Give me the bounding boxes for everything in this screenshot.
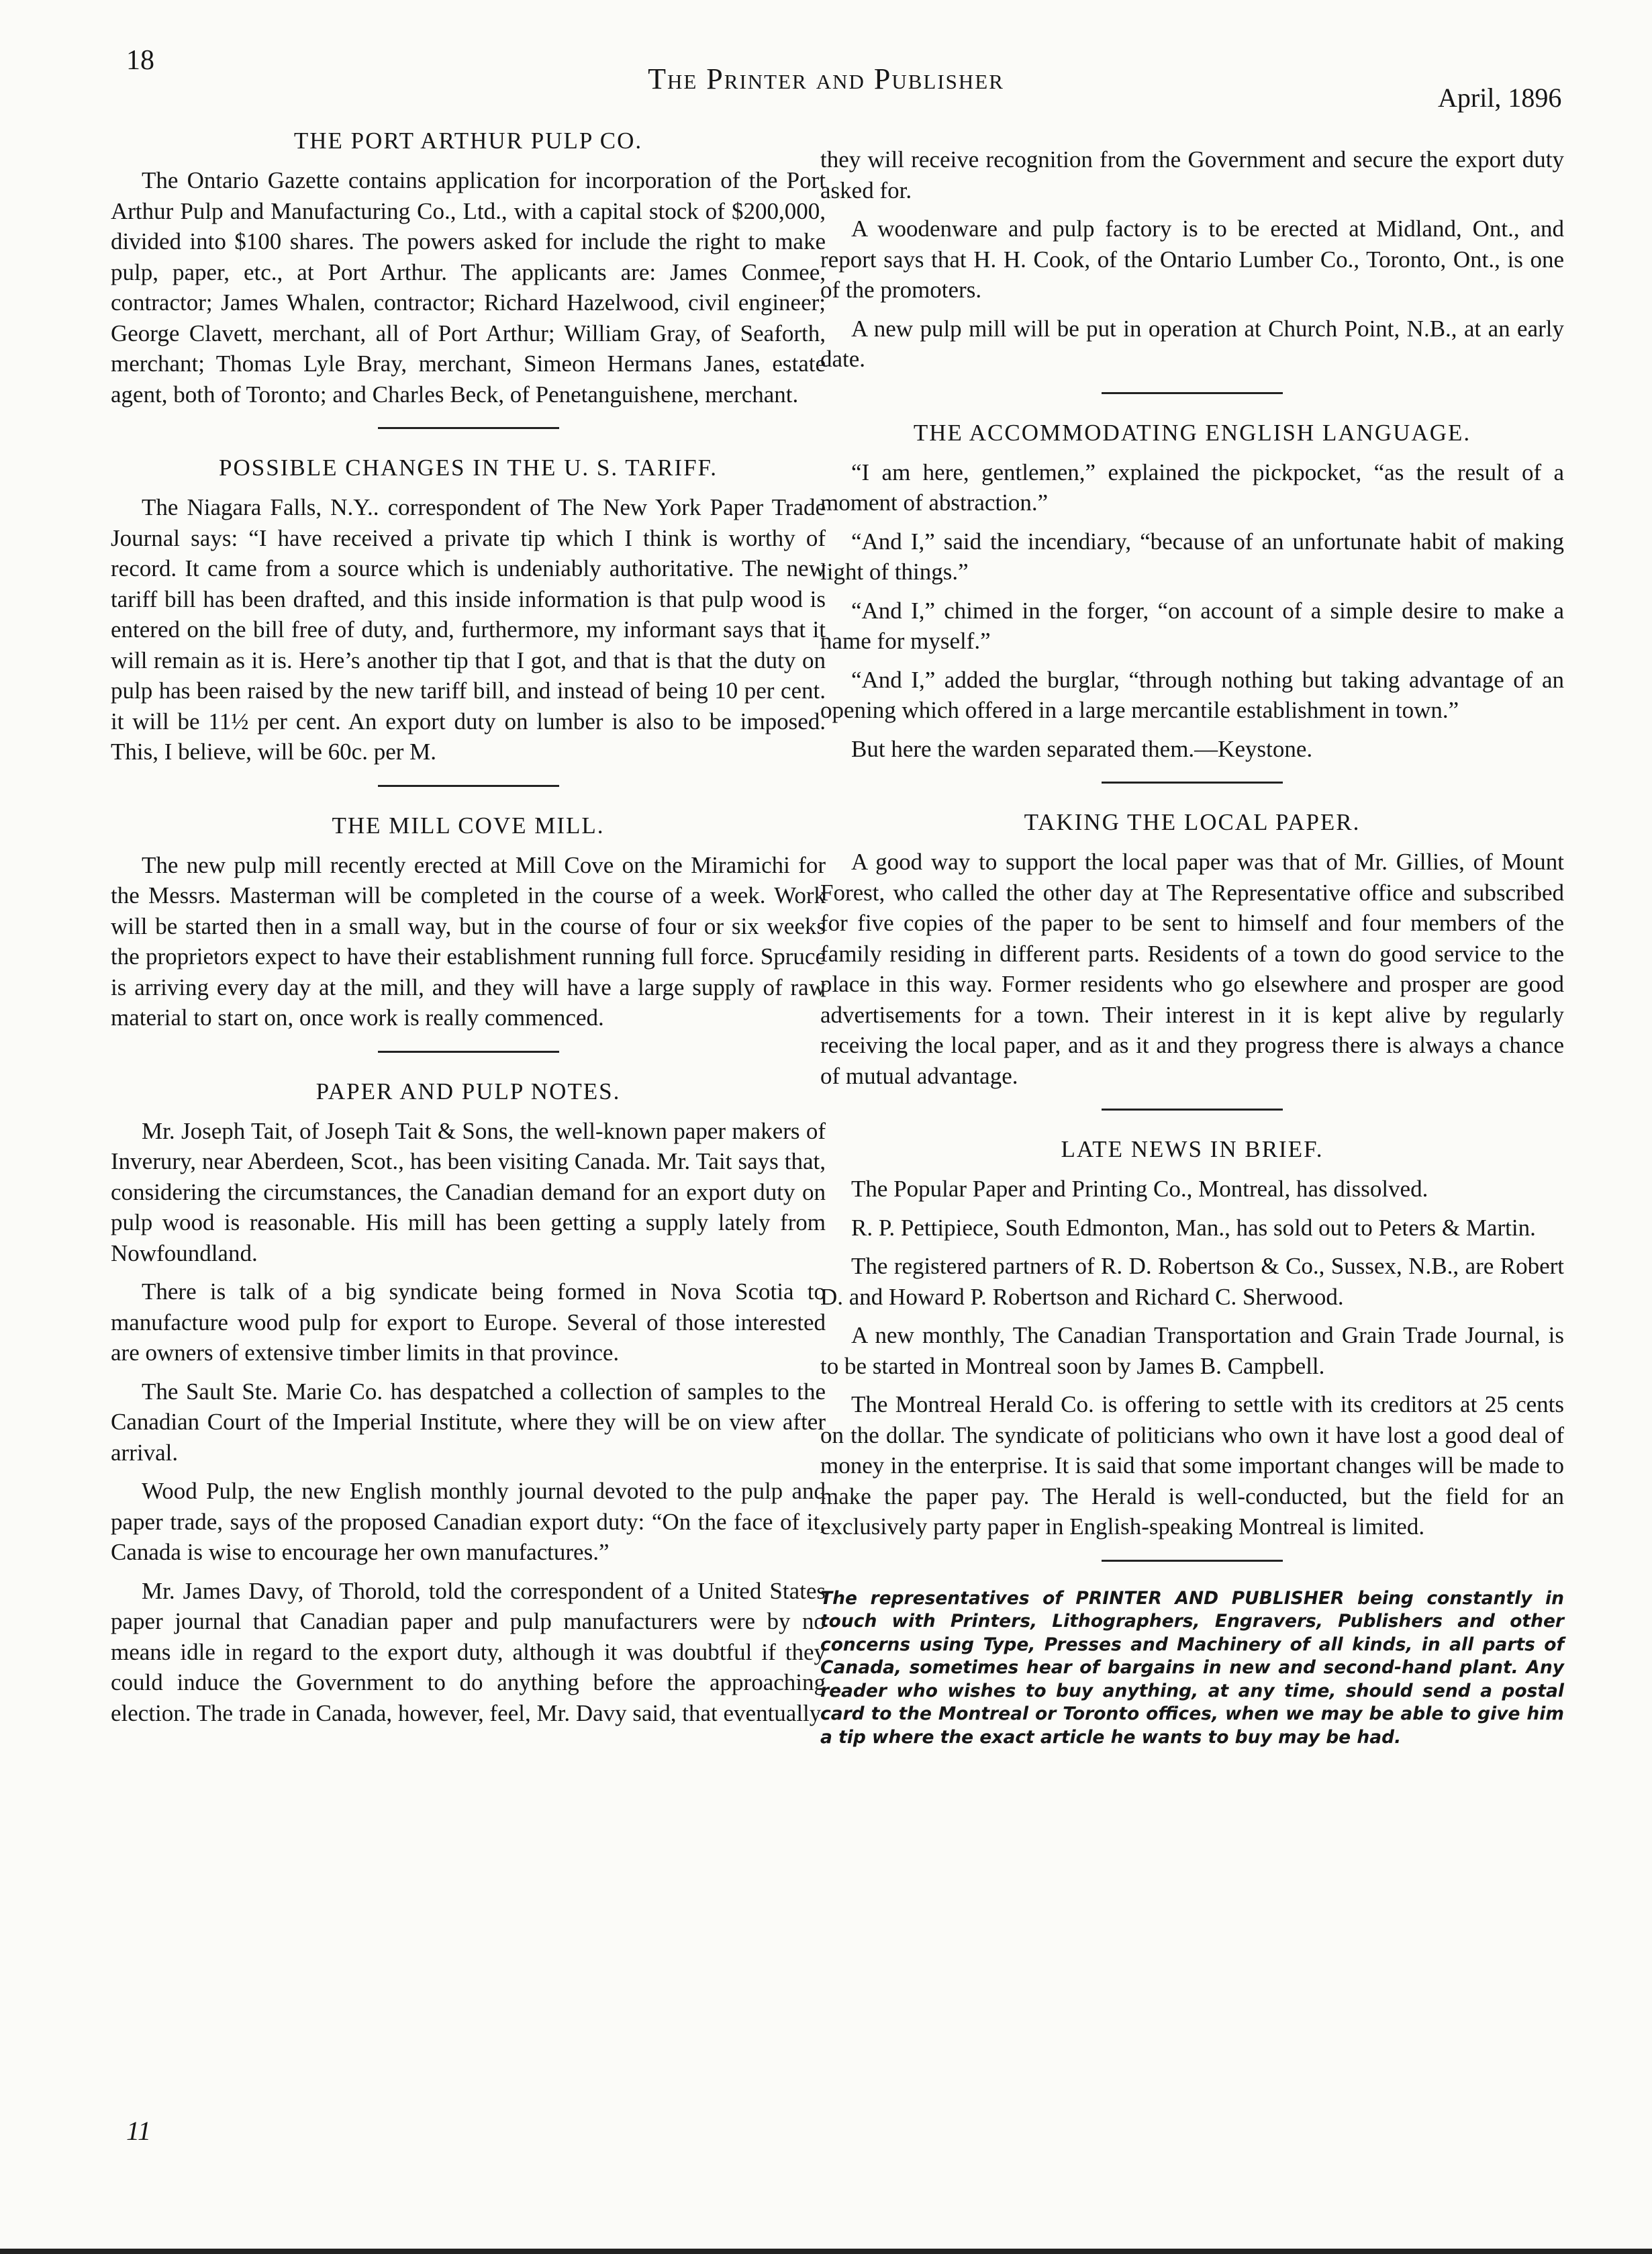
paragraph: A new pulp mill will be put in operation at Church Point, N.B., at an early date. <box>820 315 1564 372</box>
issue-date: April, 1896 <box>1438 83 1562 113</box>
article-tariff <box>111 455 826 767</box>
paragraph: The Popular Paper and Printing Co., Montreal, has dissolved. <box>851 1176 1428 1202</box>
publisher-notice: The representatives of PRINTER AND PUBLISHER being constantly in touch with Printers, Lithographers, Engravers, Publishers and other concerns using Type, Presses and Machinery of all kinds, in all parts of Canada, sometimes hear of bargains in new and second-hand plant. Any reader who wishes to buy anything, at any time, should send a postal card to the Montreal or Toronto offices, when we may be able to give him a tip where the exact article he wants to buy may be had. <box>820 1587 1564 1748</box>
page-number: 18 <box>126 45 154 76</box>
divider-rule <box>378 785 559 787</box>
paragraph: “And I,” said the incendiary, “because of an unfortunate habit of making light of things.” <box>820 528 1564 585</box>
paragraph: Mr. Joseph Tait, of Joseph Tait & Sons, the well-known paper makers of Inverury, near Aberdeen, Scot., has been visiting Canada. Mr. Tait says that, considering the circumstances, the Canadian demand for an export duty on pulp wood is reasonable. His mill has been getting a supply lately from Nowfoundland. <box>111 1117 826 1266</box>
paragraph: The registered partners of R. D. Robertson & Co., Sussex, N.B., are Robert D. and Howard P. Robertson and Richard C. Sherwood. <box>820 1253 1564 1310</box>
headline: THE PORT ARTHUR PULP CO. <box>293 128 643 154</box>
article-port-arthur <box>111 128 826 410</box>
masthead: The Printer and Publisher <box>648 62 1004 95</box>
paragraph: The Niagara Falls, N.Y.. correspondent of The New York Paper Trade Journal says: “I have received a private tip which I think is worthy of record. It came from a source which is undeniably authoritative. The new tariff bill has been drafted, and this inside information is that pulp wood is entered on the bill free of duty, and, furthermore, my informant says that it will remain as it is. Here’s another tip that I got, and that is that the duty on pulp has been raised by the new tariff bill, and instead of being 10 per cent. it will be 11½ per cent. An export duty on lumber is also to be imposed. This, I believe, will be 60c. per M. <box>111 494 826 765</box>
paragraph: A new monthly, The Canadian Transportation and Grain Trade Journal, is to be started in Montreal soon by James B. Campbell. <box>820 1322 1564 1379</box>
paragraph: “And I,” chimed in the forger, “on account of a simple desire to make a name for myself.” <box>820 597 1564 654</box>
headline: THE ACCOMMODATING ENGLISH LANGUAGE. <box>913 419 1471 446</box>
article-late-news <box>820 1136 1564 1542</box>
headline: THE MILL COVE MILL. <box>332 812 605 839</box>
divider-rule <box>1102 392 1283 394</box>
paragraph: The Sault Ste. Marie Co. has despatched a collection of samples to the Canadian Court of the Imperial Institute, where they will be on view after arrival. <box>111 1378 826 1466</box>
headline: TAKING THE LOCAL PAPER. <box>1024 809 1361 835</box>
paragraph: Wood Pulp, the new English monthly journal devoted to the pulp and paper trade, says of the proposed Canadian export duty: “On the face of it, Canada is wise to encourage her own manufactures.” <box>111 1478 826 1565</box>
paragraph: “I am here, gentlemen,” explained the pickpocket, “as the result of a moment of abstraction.” <box>820 459 1564 516</box>
left-column <box>111 128 826 1728</box>
paragraph: The Ontario Gazette contains application for incorporation of the Port Arthur Pulp and Manufacturing Co., Ltd., with a capital stock of $200,000, divided into $100 shares. The powers asked for include the right to make pulp, paper, etc., at Port Arthur. The applicants are: James Conmee, contractor; James Whalen, contractor; Richard Hazelwood, civil engineer; George Clavett, merchant, all of Port Arthur; William Gray, of Seaforth, merchant; Thomas Lyle Bray, merchant, Simeon Hermans Janes, estate agent, both of Toronto; and Charles Beck, of Penetanguishene, merchant. <box>111 167 826 408</box>
divider-rule <box>1102 782 1283 784</box>
paragraph: The Montreal Herald Co. is offering to settle with its creditors at 25 cents on the dollar. The syndicate of politicians who own it have lost a good deal of money in the enterprise. It is said that some important changes will be made to make the paper pay. The Herald is well-conducted, but the field for an exclusively party paper in English-speaking Montreal is limited. <box>820 1391 1564 1540</box>
article-pulp-notes <box>111 1078 826 1729</box>
article-english-language <box>820 420 1564 765</box>
paragraph: “And I,” added the burglar, “through nothing but taking advantage of an opening which offered in a large mercantile establishment in town.” <box>820 666 1564 723</box>
paragraph: There is talk of a big syndicate being formed in Nova Scotia to manufacture wood pulp for export to Europe. Several of those interested are owners of extensive timber limits in that province. <box>111 1278 826 1366</box>
headline: PAPER AND PULP NOTES. <box>315 1078 621 1105</box>
paragraph: A woodenware and pulp factory is to be erected at Midland, Ont., and report says that H. H. Cook, of the Ontario Lumber Co., Toronto, Ont., is one of the promoters. <box>820 216 1564 303</box>
headline: LATE NEWS IN BRIEF. <box>1061 1136 1324 1162</box>
paragraph: A good way to support the local paper was that of Mr. Gillies, of Mount Forest, who called the other day at The Representative office and subscribed for five copies of the paper to be sent to himself and four members of the family residing in different parts. Residents of a town do good service to the place in this way. Former residents who go elsewhere and prosper are good advertisements for a town. Their interest in it is kept alive by regularly receiving the local paper, and as it and they progress there is always a chance of mutual advantage. <box>820 849 1564 1089</box>
divider-rule <box>1102 1560 1283 1562</box>
footer-mark: 11 <box>126 2116 152 2146</box>
article-local-paper <box>820 809 1564 1091</box>
paragraph: Mr. James Davy, of Thorold, told the correspondent of a United States paper journal that Canadian paper and pulp manufacturers were by no means idle in regard to the export duty, although it was doubtful if they could induce the Government to do anything before the approaching election. The trade in Canada, however, feel, Mr. Davy said, that eventually <box>111 1577 826 1726</box>
paragraph: But here the warden separated them.—Keystone. <box>851 735 1313 762</box>
divider-rule <box>378 1051 559 1053</box>
paragraph: The new pulp mill recently erected at Mill Cove on the Miramichi for the Messrs. Masterman will be completed in the course of a week. Work will be started then in a small way, but in the course of four or six weeks the proprietors expect to have their establishment running full force. Spruce is arriving every day at the mill, and they will have a large supply of raw material to start on, once work is really commenced. <box>111 851 826 1031</box>
paragraph: R. P. Pettipiece, South Edmonton, Man., has sold out to Peters & Martin. <box>851 1214 1536 1241</box>
page-edge-rule <box>0 2249 1652 2254</box>
headline: POSSIBLE CHANGES IN THE U. S. TARIFF. <box>219 455 718 481</box>
divider-rule <box>1102 1109 1283 1111</box>
right-column <box>820 144 1564 1749</box>
article-mill-cove <box>111 812 826 1033</box>
divider-rule <box>378 427 559 429</box>
continued-paragraph: they will receive recognition from the Government and secure the export duty asked for. <box>820 146 1564 203</box>
